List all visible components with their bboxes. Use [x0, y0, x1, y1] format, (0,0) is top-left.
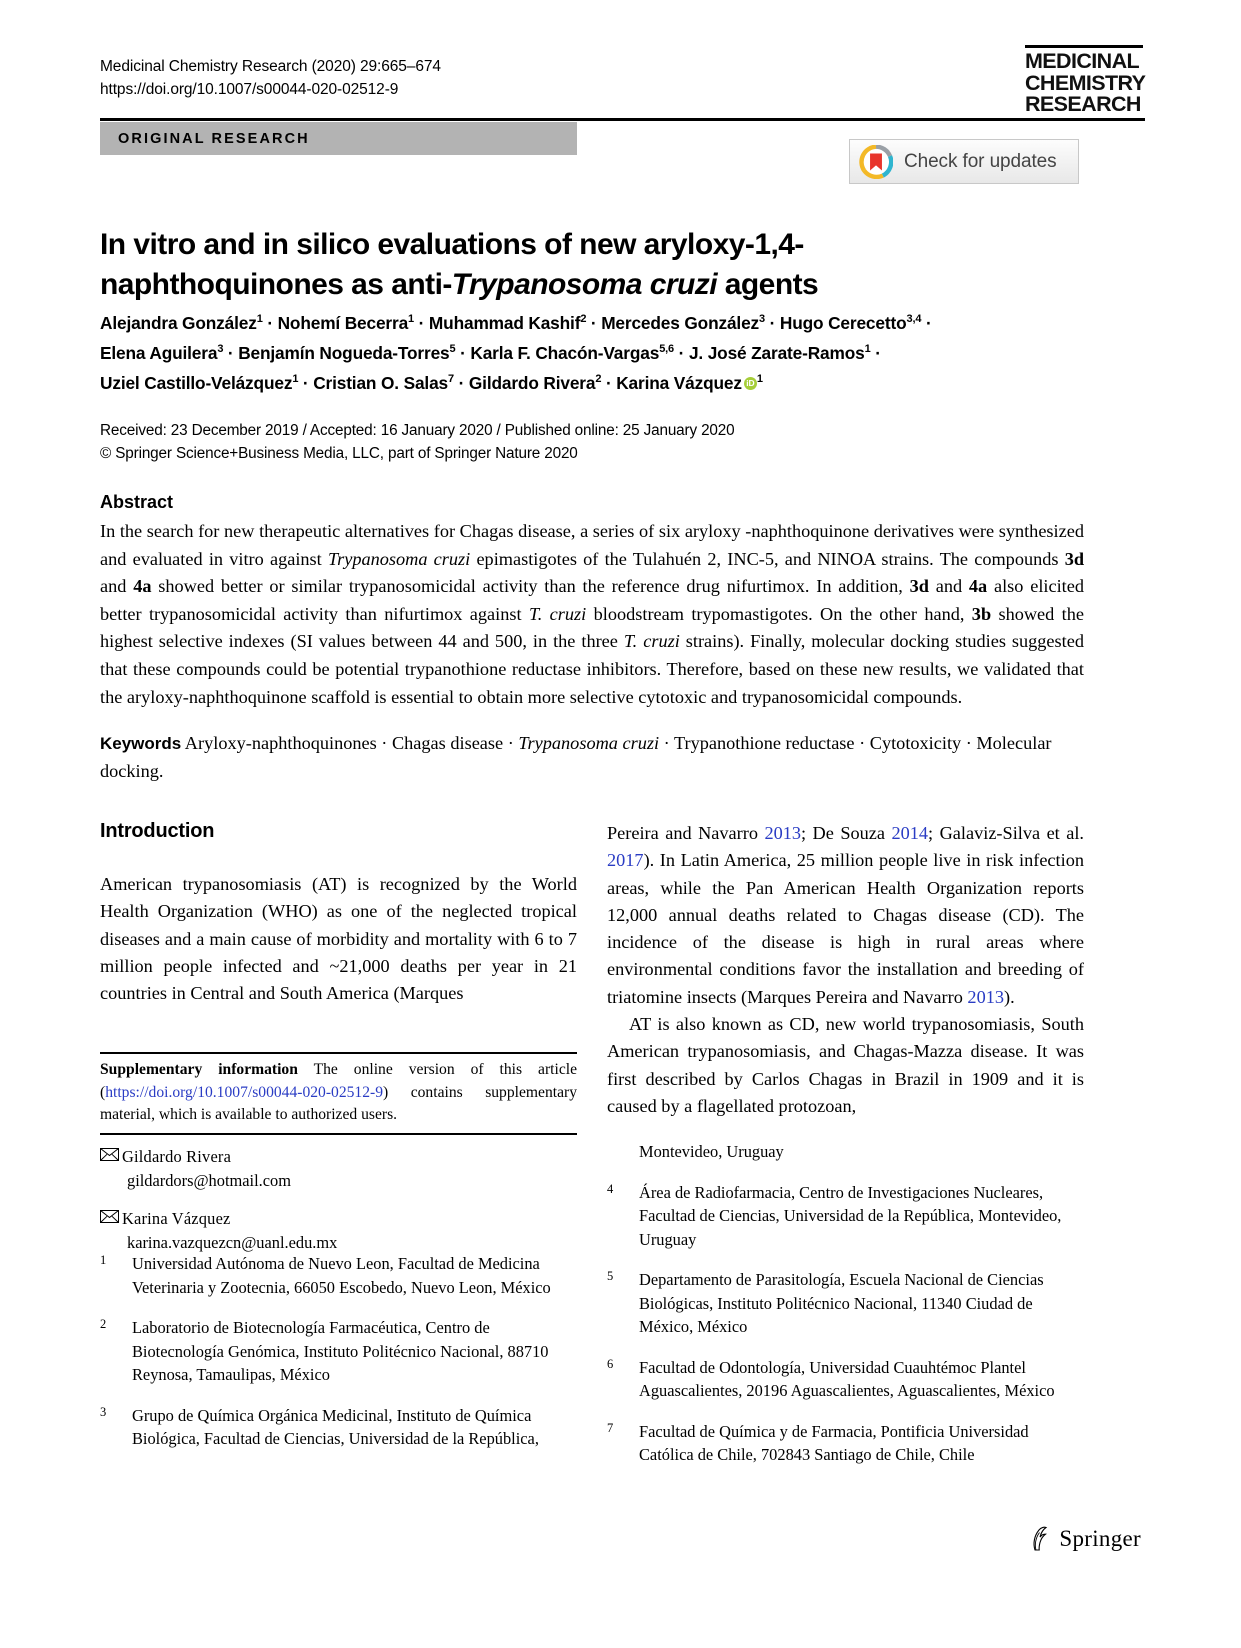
citation-year-2014[interactable]: 2014 — [891, 823, 929, 843]
article-type-band — [100, 122, 577, 155]
affiliation-item — [100, 1316, 577, 1387]
affiliation-item — [100, 1404, 577, 1451]
affiliation-text: Área de Radiofarmacia, Centro de Investigaciones Nucleares, Facultad de Ciencias, Universidad de la República, Montevideo, Uruguay — [639, 1182, 1062, 1249]
corresponding-authors — [100, 1145, 577, 1269]
supplementary-link[interactable]: https://doi.org/10.1007/s00044-020-02512-9 — [105, 1083, 384, 1101]
affiliation-text: Facultad de Odontología, Universidad Cuauhtémoc Plantel Aguascalientes, 20196 Aguascalientes, Aguascalientes, México — [639, 1357, 1055, 1400]
affiliation-number: 4 — [607, 1181, 614, 1196]
title-species: Trypanosoma cruzi — [451, 268, 717, 302]
affiliation-number: 5 — [607, 1269, 614, 1283]
springer-logo-icon — [1031, 1526, 1051, 1552]
citation-year-2017[interactable]: 2017 — [607, 850, 644, 871]
springer-label: Springer — [1059, 1526, 1141, 1551]
contact-email[interactable]: gildardors@hotmail.com — [127, 1171, 291, 1190]
introduction-heading: Introduction — [100, 820, 215, 842]
title-line-2-post: agents — [716, 268, 819, 302]
article-type-label: ORIGINAL RESEARCH — [118, 130, 310, 147]
contact-name: Karina Vázquez — [122, 1209, 231, 1228]
author-line-2: Elena Aguilera$^3$ · Benjamín Nogueda-Torres$^5$ · Karla F. Chacón-Vargas$^{5,6}$ · J. José Zarate-Ramos$^1$ · — [100, 343, 881, 363]
affiliation-number: 2 — [100, 1317, 107, 1331]
affiliation-text: Facultad de Química y de Farmacia, Pontificia Universidad Católica de Chile, 702843 Santiago de Chile, Chile — [639, 1421, 1029, 1464]
page-title — [100, 225, 900, 305]
affiliation-item — [100, 1252, 577, 1299]
journal-doi[interactable]: https://doi.org/10.1007/s00044-020-02512-9 — [100, 81, 399, 98]
affiliation-number: 1 — [100, 1253, 107, 1267]
received-accepted-line: Received: 23 December 2019 / Accepted: 16 January 2020 / Published online: 25 January 2020 — [100, 422, 735, 439]
publication-dates — [100, 419, 1000, 465]
springer-footer — [1031, 1526, 1141, 1552]
envelope-icon — [100, 1207, 122, 1255]
check-for-updates-badge[interactable] — [849, 139, 1079, 184]
left-column — [100, 820, 577, 1007]
check-for-updates-label: Check for updates — [904, 150, 1057, 172]
affiliations-left — [100, 1252, 577, 1468]
title-line-1: In vitro and in silico evaluations of new aryloxy-1,4- — [100, 228, 804, 262]
supplementary-divider-top — [100, 1052, 577, 1054]
orcid-icon[interactable] — [744, 377, 757, 390]
contact-email[interactable]: karina.vazquezcn@uanl.edu.mx — [127, 1233, 338, 1252]
citation-year-2013a[interactable]: 2013 — [764, 823, 802, 843]
envelope-icon — [100, 1145, 122, 1193]
affiliation-text: Departamento de Parasitología, Escuela Nacional de Ciencias Biológicas, Instituto Politécnico Nacional, 11340 Ciudad de México, México — [639, 1270, 1044, 1336]
abstract-heading: Abstract — [100, 492, 174, 512]
affiliation-item — [607, 1356, 1084, 1403]
supplementary-text-post: ) contains supplementary material, which is available to authorized users. — [100, 1083, 577, 1124]
journal-citation-block — [100, 55, 441, 101]
supplementary-divider-bottom — [100, 1133, 577, 1135]
right-column — [607, 820, 1084, 1120]
intro-paragraph-1-right: Pereira and Navarro 2013; De Souza 2014; Galaviz-Silva et al. 2017). In Latin America, 25 million people live in risk infection areas, while the Pan American Health Organization reports 12,000 annual deaths related to Chagas disease (CD). The incidence of the disease is high in rural areas where environmental conditions favor the installation and breeding of triatomine insects (Marques Pereira and Navarro 2013). — [607, 823, 1084, 1007]
intro-paragraph-2: AT is also known as CD, new world trypanosomiasis, South American trypanosomiasis, and Chagas-Mazza disease. It was first described by Carlos Chagas in Brazil in 1909 and it is caused by a flagellated protozoan, — [607, 1014, 1084, 1116]
supplementary-label: Supplementary information — [100, 1061, 298, 1078]
journal-logo — [1025, 45, 1145, 116]
affiliations-right — [607, 1140, 1084, 1484]
author-list — [100, 308, 1045, 398]
keywords-label: Keywords — [100, 734, 182, 753]
contact-row — [100, 1145, 577, 1193]
supplementary-information — [100, 1059, 577, 1127]
crossmark-icon — [859, 145, 893, 179]
logo-line-2: CHEMISTRY — [1025, 70, 1146, 95]
copyright-line: © Springer Science+Business Media, LLC, part of Springer Nature 2020 — [100, 445, 578, 462]
abstract-body: In the search for new therapeutic alternatives for Chagas disease, a series of six aryloxy -naphthoquinone derivatives were synthesized and evaluated in vitro against Trypanosoma cruzi epimastigotes of the Tulahuén 2, INC-5, and NINOA strains. The compounds 3d and 4a showed better or similar trypanosomicidal activity than the reference drug nifurtimox. In addition, 3d and 4a also elicited better trypanosomicidal activity than nifurtimox against T. cruzi bloodstream trypomastigotes. On the other hand, 3b showed the highest selective indexes (SI values between 44 and 500, in the three T. cruzi strains). Finally, molecular docking studies suggested that these compounds could be potential trypanothione reductase inhibitors. Therefore, based on these new results, we validated that the aryloxy-naphthoquinone scaffold is essential to obtain more selective cytotoxic and trypanosomicidal compounds. — [100, 521, 1085, 707]
affiliation-number: 6 — [607, 1356, 614, 1371]
header-divider — [100, 118, 1145, 121]
affiliation-text: Grupo de Química Orgánica Medicinal, Instituto de Química Biológica, Facultad de Ciencias, Universidad de la República, — [132, 1405, 539, 1448]
citation-year-2013b[interactable]: 2013 — [967, 986, 1004, 1007]
title-line-2-pre: naphthoquinones as anti- — [100, 268, 452, 302]
logo-line-1: MEDICINAL — [1025, 49, 1140, 73]
affiliation-text: Laboratorio de Biotecnología Farmacéutica, Centro de Biotecnología Genómica, Instituto Politécnico Nacional, 88710 Reynosa, Tamaulipas, México — [132, 1318, 549, 1384]
supplementary-text-pre: The online version of this article ( — [100, 1061, 577, 1101]
contact-name: Gildardo Rivera — [122, 1147, 232, 1166]
author-line-3: Uziel Castillo-Velázquez$^1$ · Cristian O. Salas$^7$ · Gildardo Rivera$^2$ · Karina Vázquez iD $^1$ — [100, 368, 1045, 398]
affiliation-item — [607, 1181, 1084, 1252]
author-line-1: Alejandra González$^1$ · Nohemí Becerra$^1$ · Muhammad Kashif$^2$ · Mercedes González$^3$ · Hugo Cerecetto$^{3,4}$ · — [100, 313, 932, 333]
affiliation-item — [607, 1268, 1084, 1339]
keywords-block: Keywords Aryloxy-naphthoquinones · Chagas disease · Trypanosoma cruzi · Trypanothione reductase · Cytotoxicity · Molecular docking. — [100, 733, 1052, 781]
contact-row — [100, 1207, 577, 1255]
affiliation-number: 7 — [607, 1420, 614, 1435]
affiliation-continuation: Montevideo, Uruguay — [639, 1142, 784, 1161]
logo-rule-top — [1025, 45, 1143, 48]
affiliation-number: 3 — [100, 1404, 107, 1419]
journal-citation: Medicinal Chemistry Research (2020) 29:665–674 — [100, 58, 441, 75]
affiliation-text: Universidad Autónoma de Nuevo Leon, Facultad de Medicina Veterinaria y Zootecnia, 66050 Escobedo, Nuevo Leon, México — [132, 1254, 551, 1297]
logo-line-3: RESEARCH — [1025, 92, 1141, 116]
affiliation-item — [607, 1420, 1084, 1467]
intro-paragraph-1-left: American trypanosomiasis (AT) is recognized by the World Health Organization (WHO) as one of the neglected tropical diseases and a main cause of morbidity and mortality with 6 to 7 million people infected and ~21,000 deaths per year in 21 countries in Central and South America (Marques — [100, 874, 577, 1004]
